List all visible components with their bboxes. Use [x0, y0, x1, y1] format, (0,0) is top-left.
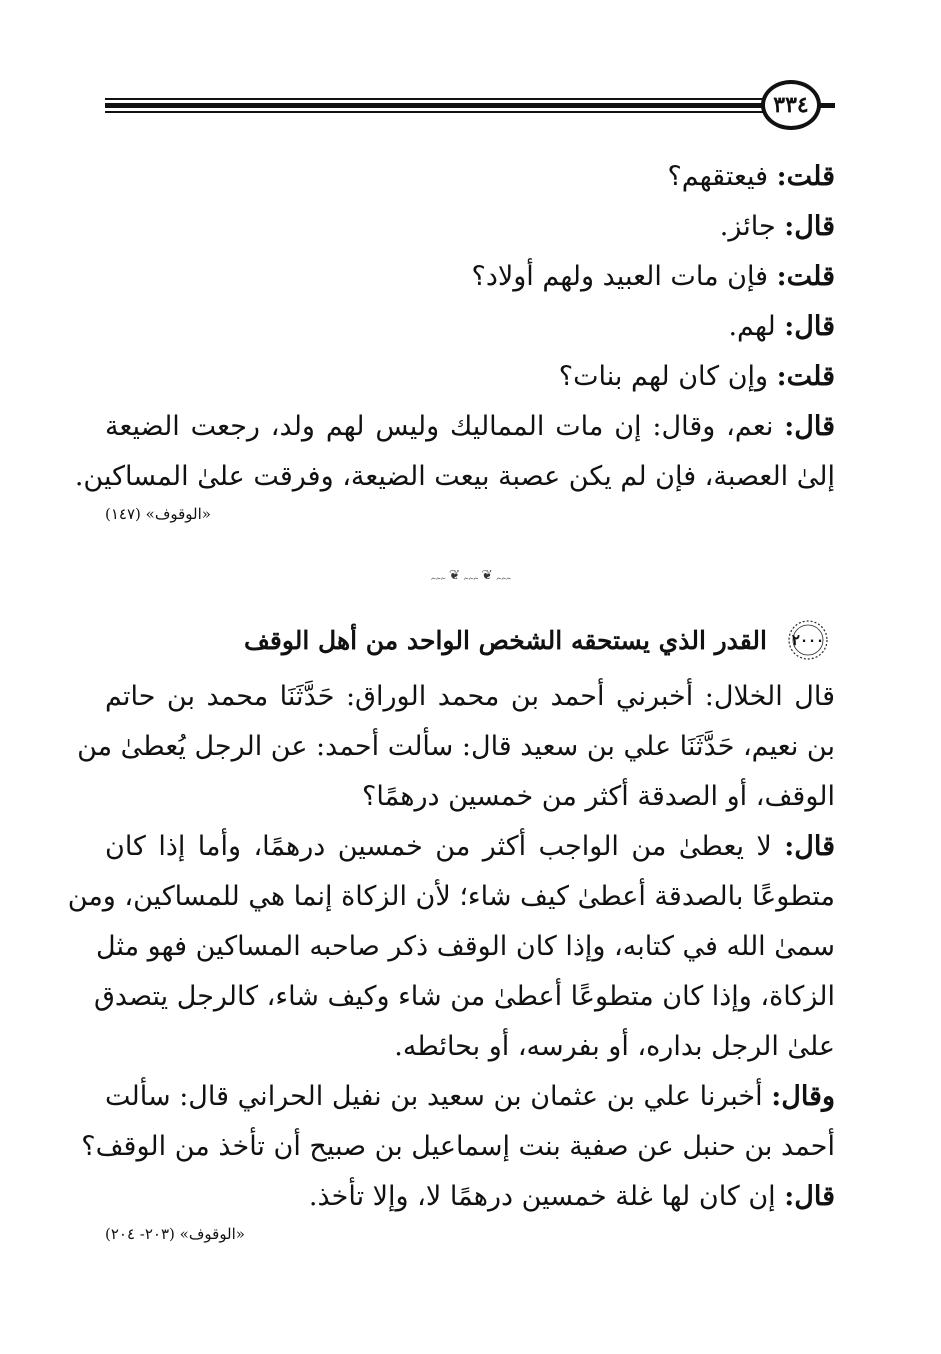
text-line [105, 1072, 835, 1122]
line-text: بن نعيم، حَدَّثَنَا علي بن سعيد قال: سألت أحمد: عن الرجل يُعطىٰ من [77, 731, 835, 762]
section-heading [190, 618, 835, 662]
text-line [105, 402, 835, 452]
text-line [105, 252, 835, 302]
line-text: وإن كان لهم بنات؟ [558, 361, 769, 392]
speaker-label: قلت: [776, 161, 835, 192]
ornament-divider: ﮧﮧﮧ ❦ ﮧﮧﮧ ❦ ﮧﮧﮧ [430, 568, 511, 583]
speaker-label: قال: [784, 211, 835, 242]
text-line [67, 872, 835, 922]
text-line [74, 452, 835, 502]
speaker-label: قال: [784, 831, 835, 862]
heading-title: القدر الذي يستحقه الشخص الواحد من أهل الوقف [244, 625, 767, 655]
line-text: أحمد بن حنبل عن صفية بنت إسماعيل بن صبيح أن تأخذ من الوقف؟ [81, 1131, 835, 1162]
text-line [105, 822, 835, 872]
line-text: جائز. [719, 211, 776, 242]
speaker-label: قال: [784, 311, 835, 342]
heading-number: ٢٠٠٠ [791, 631, 825, 649]
text-line [105, 772, 835, 822]
speaker-label: وقال: [771, 1081, 835, 1112]
text-line [105, 152, 835, 202]
speaker-label: قال: [784, 1181, 835, 1212]
speaker-label: قلت: [776, 261, 835, 292]
section-1 [74, 152, 835, 526]
header-rule [105, 103, 765, 108]
header-rule [105, 111, 765, 113]
speaker-label: قلت: [776, 361, 835, 392]
text-line [96, 922, 835, 972]
speaker-label: قال: [784, 411, 835, 442]
text-line [105, 1172, 835, 1222]
text-line [105, 302, 835, 352]
source-citation: «الوقوف» (٢٠٣- ٢٠٤) [105, 1225, 245, 1243]
line-text: إن كان لها غلة خمسين درهمًا لا، وإلا تأخذ. [308, 1181, 776, 1212]
line-text: سمىٰ الله في كتابه، وإذا كان الوقف ذكر صاحبه المساكين فهو مثل [96, 931, 835, 962]
line-text: نعم، وقال: إن مات المماليك وليس لهم ولد، رجعت الضيعة [105, 411, 774, 442]
page-number: ٣٣٤ [761, 80, 821, 130]
text-line [105, 672, 835, 722]
text-line [105, 352, 835, 402]
text-line [93, 972, 835, 1022]
line-text: الوقف، أو الصدقة أكثر من خمسين درهمًا؟ [362, 781, 835, 812]
text-line [81, 1122, 835, 1172]
header-rule [105, 98, 765, 100]
line-text: فإن مات العبيد ولهم أولاد؟ [471, 261, 769, 292]
heading-number-badge [781, 618, 835, 662]
line-text: لهم. [728, 311, 776, 342]
line-text: إلىٰ العصبة، فإن لم يكن عصبة بيعت الضيعة، وفرقت علىٰ المساكين. [74, 461, 835, 492]
line-text: علىٰ الرجل بداره، أو بفرسه، أو بحائطه. [394, 1031, 835, 1062]
page-header [105, 80, 835, 128]
line-text: قال الخلال: أخبرني أحمد بن محمد الوراق: حَدَّثَنَا محمد بن حاتم [105, 681, 835, 712]
line-text: أخبرنا علي بن عثمان بن سعيد بن نفيل الحراني قال: سألت [105, 1081, 763, 1112]
text-line [105, 1022, 835, 1072]
line-text: الزكاة، وإذا كان متطوعًا أعطىٰ من شاء وكيف شاء، كالرجل يتصدق [93, 981, 835, 1012]
line-text: لا يعطىٰ من الواجب أكثر من خمسين درهمًا، وأما إذا كان [105, 831, 772, 862]
text-line [105, 202, 835, 252]
section-2 [67, 672, 835, 1246]
line-text: متطوعًا بالصدقة أعطىٰ كيف شاء؛ لأن الزكاة إنما هي للمساكين، ومن [67, 881, 835, 912]
line-text: فيعتقهم؟ [667, 161, 769, 192]
text-line [77, 722, 835, 772]
source-citation: «الوقوف» (١٤٧) [105, 505, 211, 523]
